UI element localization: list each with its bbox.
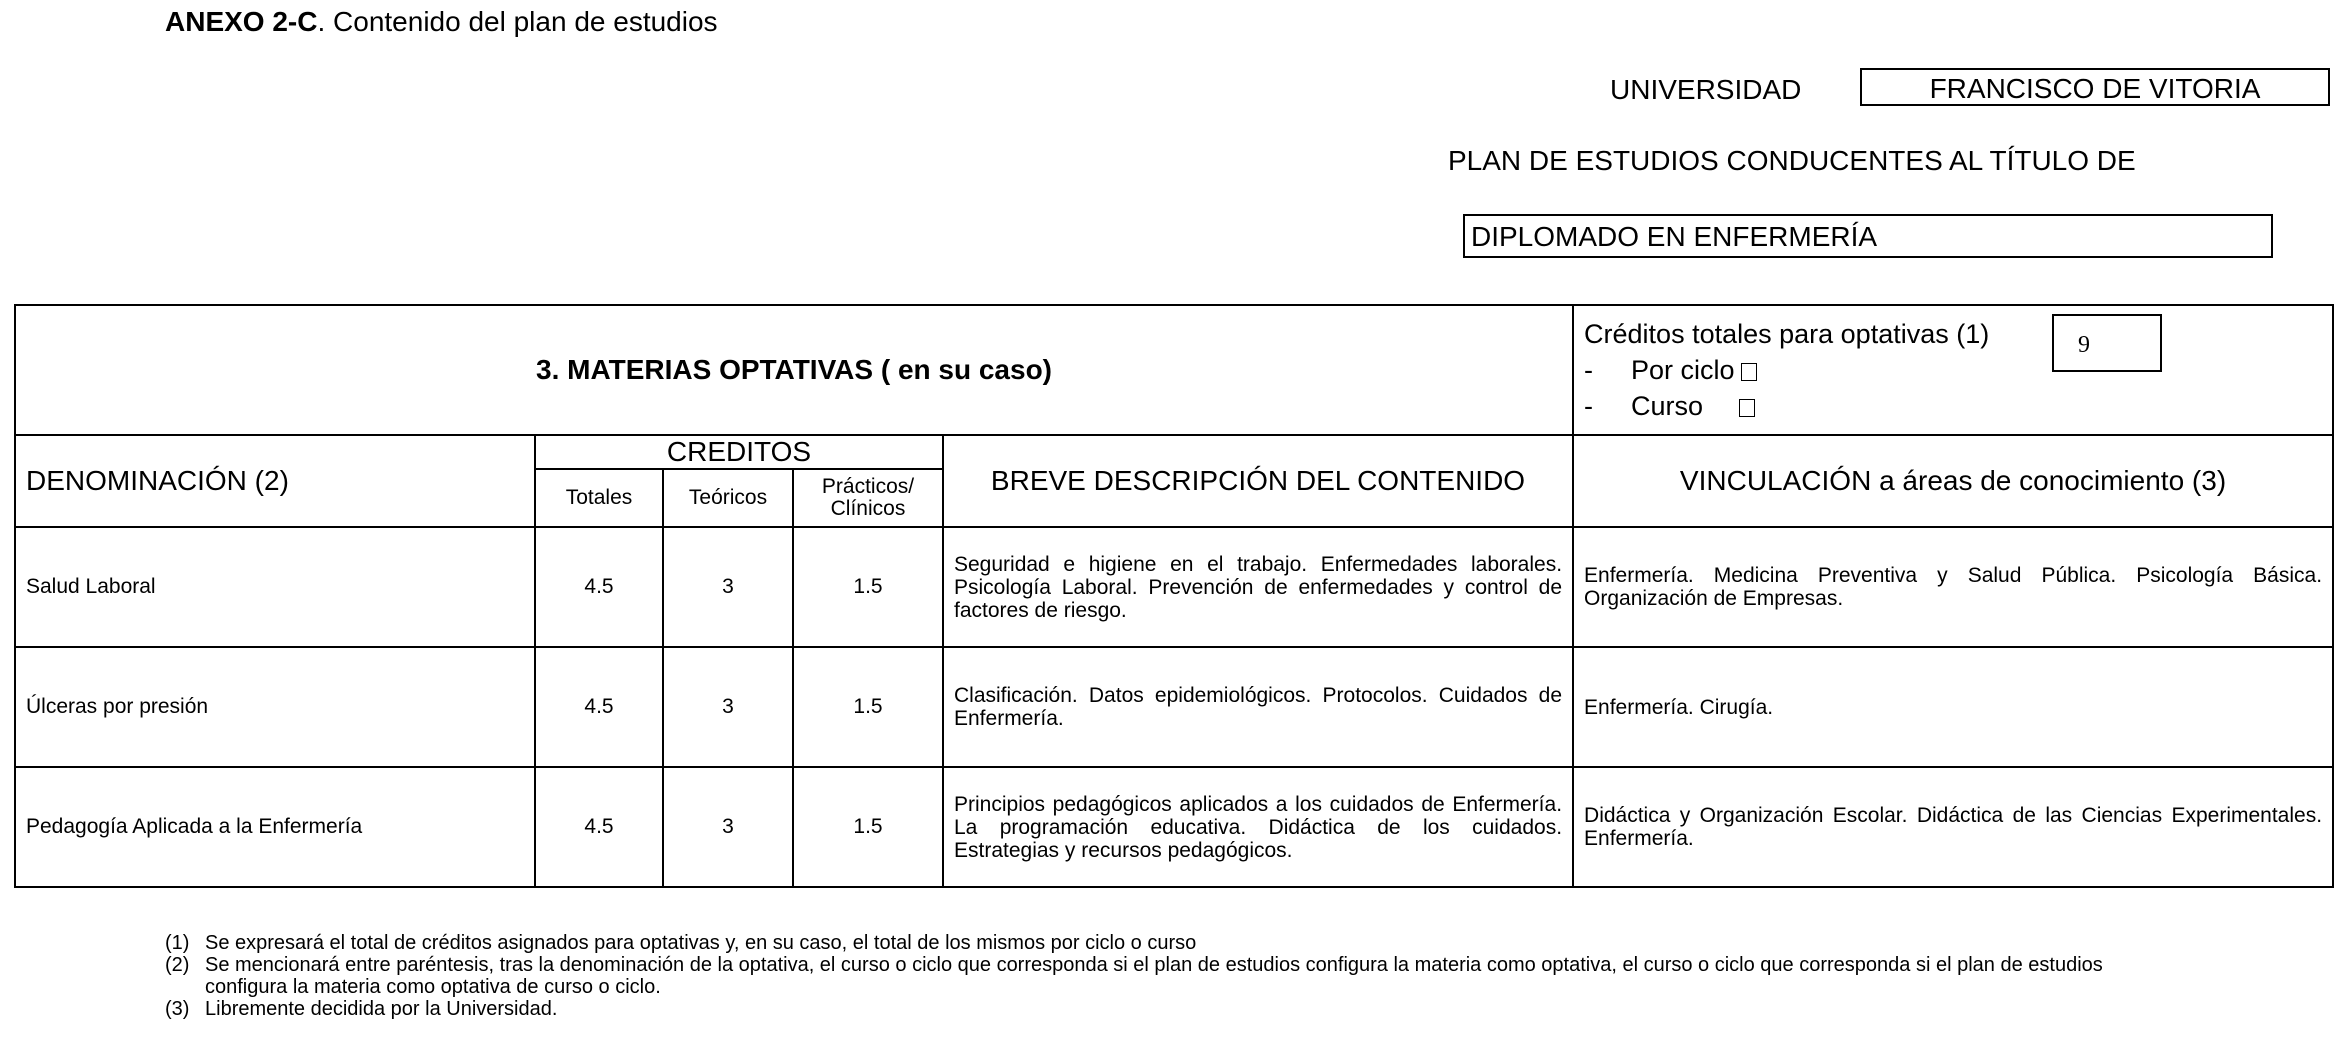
col-totales: Totales <box>535 469 663 527</box>
table-row <box>15 527 2333 647</box>
credits-teoricos: 3 <box>663 527 793 647</box>
degree-title-box: DIPLOMADO EN ENFERMERÍA <box>1463 214 2273 258</box>
credits-teoricos: 3 <box>663 767 793 887</box>
per-course-label: Curso <box>1631 391 1704 421</box>
credits-total-value: 9 <box>2052 314 2162 372</box>
credits-total-cell <box>1573 305 2333 435</box>
subject-description: Clasificación. Datos epidemiológicos. Protocolos. Cuidados de Enfermería. <box>943 647 1573 767</box>
university-name-box: FRANCISCO DE VITORIA <box>1860 68 2330 106</box>
col-denominacion: DENOMINACIÓN (2) <box>15 435 535 527</box>
subject-description: Seguridad e higiene en el trabajo. Enfermedades laborales. Psicología Laboral. Prevención de enfermedades y control de factores de riesgo. <box>943 527 1573 647</box>
col-teoricos: Teóricos <box>663 469 793 527</box>
credits-totales: 4.5 <box>535 527 663 647</box>
subject-name: Salud Laboral <box>15 527 535 647</box>
col-vinculacion: VINCULACIÓN a áreas de conocimiento (3) <box>1573 435 2333 527</box>
university-label: UNIVERSIDAD <box>1610 74 1802 105</box>
credits-practicos: 1.5 <box>793 647 943 767</box>
per-course-option: - Curso <box>1584 388 2322 424</box>
subject-areas: Enfermería. Cirugía. <box>1573 647 2333 767</box>
footnote: (2) Se mencionará entre paréntesis, tras la denominación de la optativa, el curso o ciclo que corresponda si el plan de estudios configura la materia como optativa, el curso o ciclo que corresponda si el plan de estudios configura la materia como optativa de curso o ciclo. <box>165 954 2103 998</box>
table-row <box>15 647 2333 767</box>
annex-title: . Contenido del plan de estudios <box>317 6 718 37</box>
per-course-checkbox <box>1739 399 1755 417</box>
plan-label: PLAN DE ESTUDIOS CONDUCENTES AL TÍTULO DE <box>1448 145 2136 176</box>
credits-teoricos: 3 <box>663 647 793 767</box>
subject-name: Pedagogía Aplicada a la Enfermería <box>15 767 535 887</box>
subject-name: Úlceras por presión <box>15 647 535 767</box>
annex-code: ANEXO 2-C <box>165 6 318 37</box>
credits-total-label: Créditos totales para optativas (1) <box>1584 319 1990 349</box>
per-cycle-option: - Por ciclo <box>1584 352 2322 388</box>
subject-areas: Enfermería. Medicina Preventiva y Salud Pública. Psicología Básica. Organización de Empresas. <box>1573 527 2333 647</box>
section-title: 3. MATERIAS OPTATIVAS ( en su caso) <box>15 305 1573 435</box>
optional-subjects-table <box>14 304 2334 888</box>
per-cycle-checkbox <box>1741 363 1757 381</box>
col-creditos: CREDITOS <box>535 435 943 469</box>
annex-heading <box>165 6 718 38</box>
col-descripcion: BREVE DESCRIPCIÓN DEL CONTENIDO <box>943 435 1573 527</box>
credits-totales: 4.5 <box>535 647 663 767</box>
footnote: (1) Se expresará el total de créditos asignados para optativas y, en su caso, el total de los mismos por ciclo o curso <box>165 932 1197 954</box>
table-row <box>15 767 2333 887</box>
col-practicos: Prácticos/ Clínicos <box>793 469 943 527</box>
credits-totales: 4.5 <box>535 767 663 887</box>
subject-description: Principios pedagógicos aplicados a los cuidados de Enfermería. La programación educativa. Didáctica de los cuidados. Estrategias y recursos pedagógicos. <box>943 767 1573 887</box>
credits-practicos: 1.5 <box>793 767 943 887</box>
credits-practicos: 1.5 <box>793 527 943 647</box>
subject-areas: Didáctica y Organización Escolar. Didáctica de las Ciencias Experimentales. Enfermería. <box>1573 767 2333 887</box>
per-cycle-label: Por ciclo <box>1631 355 1735 385</box>
footnote: (3) Libremente decidida por la Universidad. <box>165 998 558 1020</box>
footnotes <box>165 932 2185 1020</box>
